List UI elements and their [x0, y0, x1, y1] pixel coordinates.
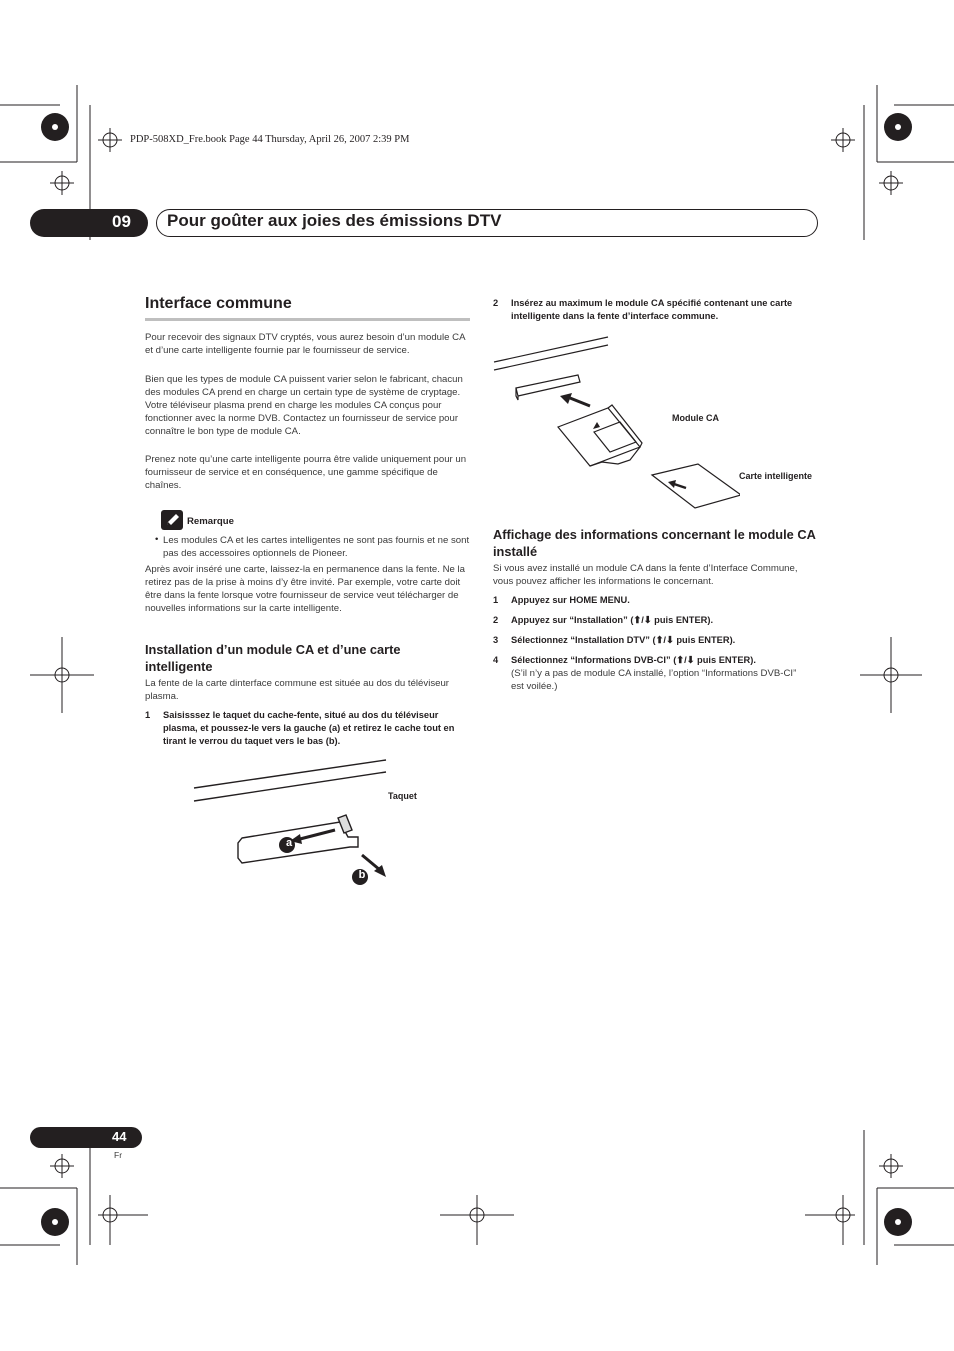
step-text: Insérez au maximum le module CA spécifié contenant une carte intelligente dans la fente d’interface commune.: [511, 298, 793, 321]
paragraph: La fente de la carte dinterface commune est située au dos du téléviseur plasma.: [145, 678, 449, 702]
step-item: [493, 654, 818, 667]
page-number: 44: [112, 1129, 127, 1144]
note-label: Remarque: [187, 516, 234, 527]
step-number: 2: [493, 615, 499, 625]
callout-b: b: [358, 869, 366, 881]
step-text: Sélectionnez “Installation DTV” (⬆/⬇ puis ENTER).: [511, 635, 736, 645]
paragraph: Si vous avez installé un module CA dans la fente d’Interface Commune, vous pouvez afficher les informations le concernant.: [493, 563, 798, 587]
step-4-note: (S’il n’y a pas de module CA installé, l’option “Informations DVB-CI” est voilée.): [511, 668, 797, 692]
step-number: 1: [145, 710, 151, 720]
step-text: Sélectionnez “Informations DVB-CI” (⬆/⬇ puis ENTER).: [511, 655, 756, 665]
step-item: [493, 614, 818, 627]
ca-module-illustration: [490, 332, 740, 517]
section-heading: Interface commune: [145, 295, 292, 312]
paragraph: Après avoir inséré une carte, laissez-la en permanence dans la fente. Ne la retirez pas de la prise à moins d’y être invité. Par exemple, votre carte doit être dans la fente lorsque votre fournisseur de service veut télécharger de nouvelles informations sur la carte intelligente.: [145, 564, 465, 614]
page-language: Fr: [114, 1150, 123, 1160]
subheading: Affichage des informations concernant le module CA installé: [493, 527, 816, 559]
file-header: PDP-508XD_Fre.book Page 44 Thursday, April 26, 2007 2:39 PM: [130, 134, 410, 145]
step-text: Saisisssez le taquet du cache-fente, situé au dos du téléviseur plasma, et poussez-le vers la gauche (a) et retirez le cache tout en tirant le verrou du taquet vers le bas (b).: [163, 710, 455, 746]
step-item: [493, 594, 818, 607]
chapter-number: 09: [112, 212, 131, 231]
step-text: Appuyez sur “Installation” (⬆/⬇ puis ENTER).: [511, 615, 714, 625]
step-number: 4: [493, 655, 499, 665]
callout-module-ca: Module CA: [672, 413, 719, 423]
callout-taquet: Taquet: [388, 791, 417, 801]
steps-list: [493, 594, 818, 693]
step-1: [145, 709, 472, 748]
paragraph: Prenez note qu’une carte intelligente pourra être valide uniquement pour un fournisseur de service et en conséquence, une gamme spécifique de chaînes.: [145, 454, 467, 491]
paragraph: Bien que les types de module CA puissent varier selon le fabricant, chacun des modules CA prend en charge un certain type de système de cryptage. Votre téléviseur plasma prend en charge les modules CA conçus pour fonctionner avec la norme DVB. Contactez un fournisseur de service pour connaître le bon type de module CA.: [145, 374, 463, 437]
step-2: [493, 297, 818, 323]
step-item: [493, 634, 818, 647]
bullet-icon: •: [155, 534, 159, 545]
section-heading-rule: [145, 318, 470, 321]
callout-carte-intelligente: Carte intelligente: [739, 471, 813, 481]
note-pencil-icon: [161, 510, 183, 530]
chapter-title: Pour goûter aux joies des émissions DTV: [167, 211, 502, 230]
note-bullet-text: Les modules CA et les cartes intelligentes ne sont pas fournis et ne sont pas des accessoires optionnels de Pioneer.: [163, 535, 470, 559]
step-number: 2: [493, 298, 499, 308]
step-number: 3: [493, 635, 499, 645]
step-text: Appuyez sur HOME MENU.: [511, 595, 630, 605]
step-number: 1: [493, 595, 499, 605]
paragraph: Pour recevoir des signaux DTV cryptés, vous aurez besoin d’un module CA et d’une carte intelligente fournie par le fournisseur de service.: [145, 332, 465, 356]
subheading: Installation d’un module CA et d’une carte intelligente: [145, 642, 401, 674]
callout-a: a: [285, 837, 293, 849]
